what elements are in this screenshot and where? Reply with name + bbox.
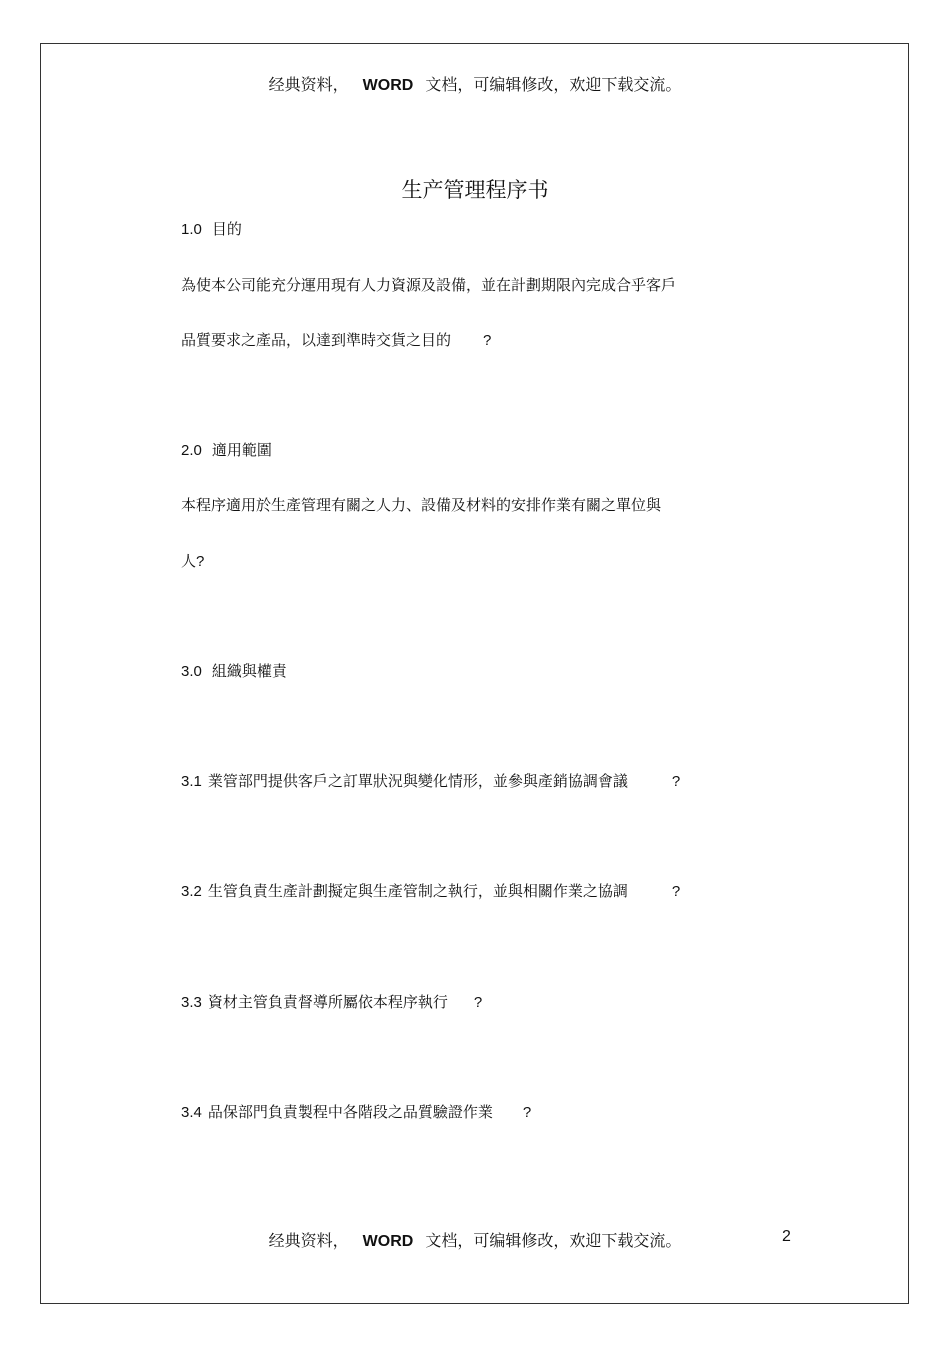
section-2-heading [181, 439, 272, 460]
item-text: 生管負責生產計劃擬定與生產管制之執行，並與相關作業之協調 [207, 882, 628, 900]
footer-text-post: 文档，可编辑修改，欢迎下载交流。 [425, 1231, 682, 1250]
unknown-char: ? [483, 332, 492, 349]
item-text: 業管部門提供客戶之訂單狀況與變化情形，並參與產銷協調會議 [207, 772, 628, 790]
item-number: 3.2 [181, 883, 202, 900]
item-number: 3.4 [181, 1104, 202, 1121]
item-text: 品保部門負責製程中各階段之品質驗證作業 [207, 1103, 493, 1121]
section-title: 組織與權責 [211, 662, 287, 680]
section-1-paragraph-line-1: 為使本公司能充分運用現有人力資源及設備，並在計劃期限內完成合乎客戶 [181, 276, 677, 294]
item-number: 3.1 [181, 773, 202, 790]
section-2-paragraph-line-1: 本程序適用於生產管理有關之人力、設備及材料的安排作業有關之單位與 [181, 496, 662, 514]
section-3-heading [181, 660, 287, 681]
section-number: 2.0 [181, 442, 202, 459]
header-text-pre: 经典资料， [268, 75, 349, 94]
section-title: 適用範圍 [211, 441, 272, 459]
page-number: 2 [782, 1228, 791, 1245]
unknown-char: ? [196, 553, 205, 570]
header-word: WORD [362, 77, 414, 94]
footer-text-pre: 经典资料， [268, 1231, 349, 1250]
item-text: 資材主管負責督導所屬依本程序執行 [207, 993, 448, 1011]
document-title: 生产管理程序书 [401, 178, 549, 202]
section-1-paragraph-line-2 [181, 329, 491, 350]
paragraph-text: 品質要求之產品，以達到準時交貨之目的 [181, 331, 452, 349]
section-number: 3.0 [181, 663, 202, 680]
section-3-4-item [181, 1101, 531, 1122]
section-3-1-item [181, 770, 680, 791]
paragraph-text: 人 [181, 552, 197, 570]
section-3-2-item [181, 880, 680, 901]
footer-word: WORD [362, 1233, 414, 1250]
section-2-paragraph-line-2 [181, 550, 204, 571]
page-header [0, 72, 950, 95]
header-text-post: 文档，可编辑修改，欢迎下载交流。 [425, 75, 682, 94]
page-footer [0, 1228, 950, 1251]
unknown-char: ? [671, 883, 681, 900]
item-number: 3.3 [181, 994, 202, 1011]
unknown-char: ? [473, 994, 483, 1011]
unknown-char: ? [522, 1104, 532, 1121]
section-number: 1.0 [181, 221, 202, 238]
section-3-3-item [181, 991, 482, 1012]
section-1-heading [181, 218, 242, 239]
unknown-char: ? [671, 773, 681, 790]
section-title: 目的 [211, 220, 242, 238]
